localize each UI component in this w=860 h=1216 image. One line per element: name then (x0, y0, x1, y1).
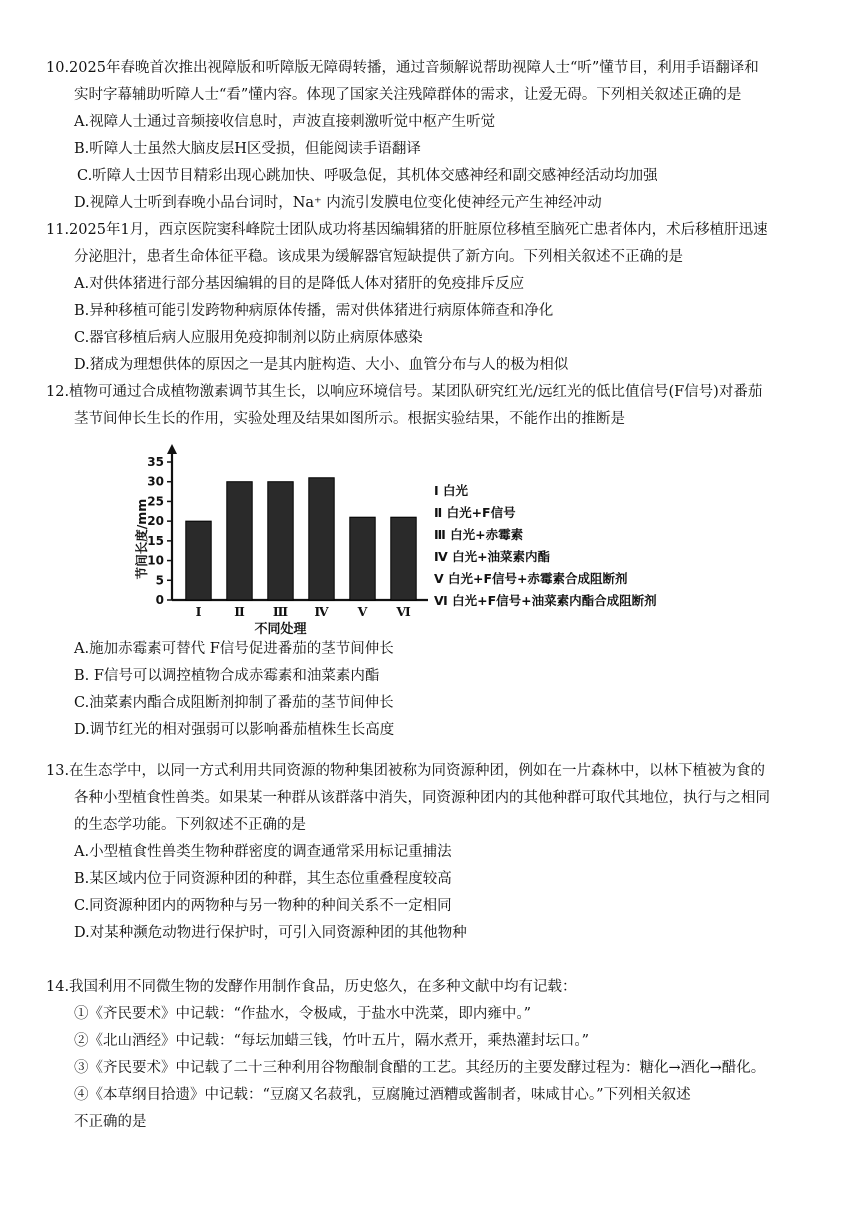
x-tick-label: Ⅲ (272, 604, 289, 619)
option-c: C.器官移植后病人应服用免疫抑制剂以防止病原体感染 (74, 330, 423, 346)
y-axis-arrow (167, 444, 177, 454)
y-tick-label: 20 (147, 514, 164, 529)
option-a: A.对供体猪进行部分基因编辑的目的是降低人体对猪肝的免疫排斥反应 (74, 276, 525, 292)
question-stem-line: 茎节间伸长生长的作用，实验处理及结果如图所示。根据实验结果，不能作出的推断是 (74, 411, 625, 427)
option-d: D.视障人士听到春晚小品台词时，Na⁺ 内流引发膜电位变化使神经元产生神经冲动 (74, 195, 602, 211)
bar (350, 517, 375, 600)
option-d: D.对某种濒危动物进行保护时，可引入同资源种团的其他物种 (74, 925, 467, 941)
question-12-options (46, 636, 826, 744)
bar (391, 517, 416, 600)
question-14 (46, 974, 826, 1136)
x-tick-label: Ⅵ (396, 604, 411, 619)
y-tick-label: 25 (147, 494, 164, 509)
legend-item: Ⅲ 白光+赤霉素 (434, 527, 524, 542)
legend-item: Ⅳ 白光+油菜素内酯 (434, 549, 551, 564)
question-stem-line: 各种小型植食性兽类。如果某一种群从该群落中消失，同资源种团内的其他种群可取代其地位，执行与之相同 (74, 790, 770, 806)
quotation-item: ③《齐民要术》中记载了二十三种利用谷物酿制食醋的工艺。其经历的主要发酵过程为：糖化→酒化→醋化。 (74, 1060, 766, 1076)
question-stem-line: 11.2025年1月，西京医院窦科峰院士团队成功将基因编辑猪的肝脏原位移植至脑死亡患者体内，术后移植肝迅速 (46, 222, 768, 238)
option-b: B. F信号可以调控植物合成赤霉素和油菜素内酯 (74, 668, 380, 684)
x-tick-label: Ⅱ (234, 604, 245, 619)
option-d: D.猪成为理想供体的原因之一是其内脏构造、大小、血管分布与人的极为相似 (74, 357, 569, 373)
quotation-item: ②《北山酒经》中记载：“每坛加蜡三钱，竹叶五片，隔水煮开，乘热灌封坛口。” (74, 1033, 590, 1049)
question-stem-line: 分泌胆汁，患者生命体征平稳。该成果为缓解器官短缺提供了新方向。下列相关叙述不正确的是 (74, 249, 683, 265)
option-c: C.听障人士因节目精彩出现心跳加快、呼吸急促，其机体交感神经和副交感神经活动均加强 (77, 168, 658, 184)
bar (268, 482, 293, 600)
option-d: D.调节红光的相对强弱可以影响番茄植株生长高度 (74, 722, 395, 738)
question-12 (46, 379, 826, 433)
y-tick-label: 0 (155, 593, 164, 607)
y-tick-label: 15 (147, 533, 164, 548)
y-tick-label: 5 (155, 573, 164, 588)
question-stem-line: 13.在生态学中，以同一方式利用共同资源的物种集团被称为同资源种团，例如在一片森林中，以林下植被为食的 (46, 763, 766, 779)
question-stem-line: 14.我国利用不同微生物的发酵作用制作食品，历史悠久，在多种文献中均有记载： (46, 979, 577, 995)
x-tick-label: Ⅰ (195, 604, 202, 619)
option-a: A.小型植食性兽类生物种群密度的调查通常采用标记重捕法 (74, 844, 452, 860)
quotation-item: ④《本草纲目拾遗》中记载：“豆腐又名菽乳，豆腐腌过酒糟或酱制者，味咸甘心。”下列相关叙述 (74, 1087, 691, 1103)
y-tick-label: 35 (147, 455, 164, 469)
legend-item: Ⅴ 白光+F信号+赤霉素合成阻断剂 (434, 571, 628, 586)
bar (227, 482, 252, 600)
option-b: B.异种移植可能引发跨物种病原体传播，需对供体猪进行病原体筛查和净化 (74, 303, 554, 319)
question-10 (46, 55, 826, 217)
option-b: B.听障人士虽然大脑皮层H区受损，但能阅读手语翻译 (74, 141, 421, 157)
x-axis-label: 不同处理 (254, 622, 307, 635)
chart-legend (434, 480, 657, 612)
question-stem-tail: 不正确的是 (74, 1114, 147, 1130)
legend-item: Ⅱ 白光+F信号 (434, 505, 516, 520)
question-stem-line: 的生态学功能。下列叙述不正确的是 (74, 817, 306, 833)
legend-item: Ⅵ 白光+F信号+油菜素内酯合成阻断剂 (434, 593, 657, 608)
question-stem-line: 12.植物可通过合成植物激素调节其生长，以响应环境信号。某团队研究红光/远红光的低比值信号(F信号)对番茄 (46, 384, 763, 400)
question-stem-line: 10.2025年春晚首次推出视障版和听障版无障碍转播，通过音频解说帮助视障人士“听”懂节目，利用手语翻译和 (46, 60, 759, 76)
y-tick-label: 30 (147, 474, 164, 489)
quotation-item: ①《齐民要术》中记载：“作盐水，令极咸，于盐水中洗菜，即内雍中。” (74, 1006, 532, 1022)
option-c: C.同资源种团内的两物种与另一物种的种间关系不一定相同 (74, 898, 452, 914)
option-b: B.某区域内位于同资源种团的种群，其生态位重叠程度较高 (74, 871, 452, 887)
bar (186, 521, 211, 600)
legend-item: Ⅰ 白光 (434, 483, 469, 498)
x-tick-label: Ⅴ (357, 604, 368, 619)
y-tick-label: 10 (147, 553, 164, 568)
option-c: C.油菜素内酯合成阻断剂抑制了番茄的茎节间伸长 (74, 695, 394, 711)
option-a: A.施加赤霉素可替代 F信号促进番茄的茎节间伸长 (74, 641, 394, 657)
question-13 (46, 758, 826, 947)
bar (309, 478, 334, 600)
option-a: A.视障人士通过音频接收信息时，声波直接刺激听觉中枢产生听觉 (74, 114, 496, 130)
question-stem-line: 实时字幕辅助听障人士“看”懂内容。体现了国家关注残障群体的需求，让爱无碍。下列相关叙述正确的是 (74, 87, 742, 103)
x-tick-label: Ⅳ (314, 604, 329, 619)
question-11 (46, 217, 826, 379)
y-axis-label: 节间长度/mm (134, 498, 149, 580)
